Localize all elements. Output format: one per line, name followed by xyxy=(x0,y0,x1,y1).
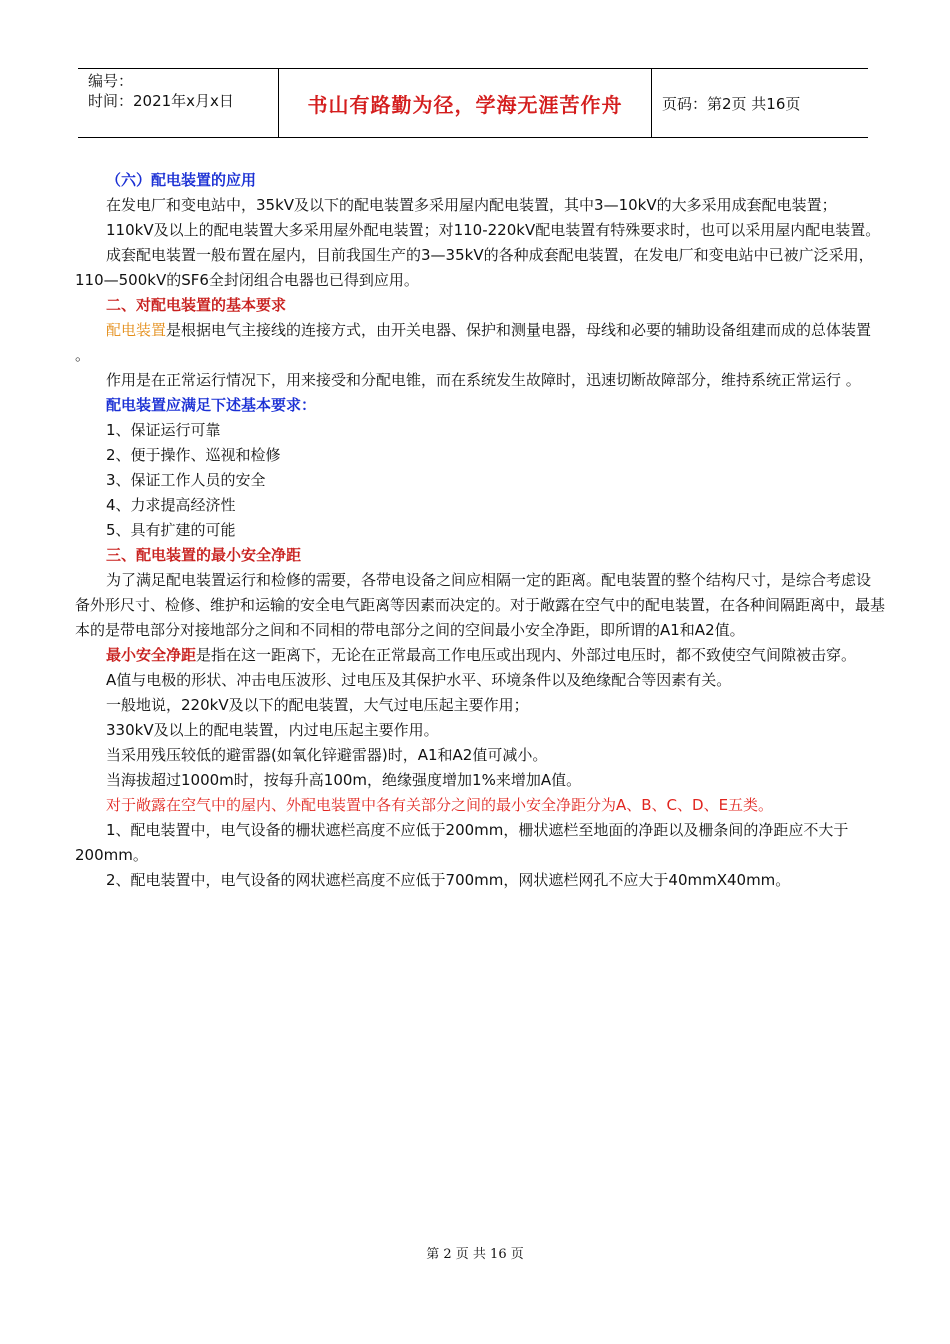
document-time-label: 时间：2021年x月x日 xyxy=(88,92,234,110)
header-meta-cell xyxy=(78,69,279,137)
section-heading-clearance: 三、配电装置的最小安全净距 xyxy=(106,546,302,564)
defined-term: 配电装置 xyxy=(106,321,167,339)
header-page-info: 页码：第2页 共16页 xyxy=(662,95,801,113)
list-item: 1、保证运行可靠 xyxy=(106,421,221,439)
paragraph: A值与电极的形状、冲击电压波形、过电压及其保护水平、环境条件以及绝缘配合等因素有关。 xyxy=(106,671,732,689)
list-item: 2、便于操作、巡视和检修 xyxy=(106,446,281,464)
section-heading-application: （六）配电装置的应用 xyxy=(106,171,257,189)
paragraph: 当采用残压较低的避雷器(如氧化锌避雷器)时，A1和A2值可减小。 xyxy=(106,746,548,764)
defined-term: 最小安全净距 xyxy=(106,646,197,664)
paragraph: 330kV及以上的配电装置，内过电压起主要作用。 xyxy=(106,721,439,739)
document-number-label: 编号： xyxy=(88,72,134,90)
list-item: 5、具有扩建的可能 xyxy=(106,521,236,539)
definition-paragraph xyxy=(75,318,885,368)
header-motto: 书山有路勤为径，学海无涯苦作舟 xyxy=(307,93,623,117)
header-page-cell xyxy=(652,69,868,137)
definition-text: 是指在这一距离下，无论在正常最高工作电压或出现内、外部过电压时，都不致使空气间隙被击穿。 xyxy=(196,646,857,664)
page-header xyxy=(78,68,868,138)
list-item: 3、保证工作人员的安全 xyxy=(106,471,266,489)
paragraph: 成套配电装置一般布置在屋内，目前我国生产的3—35kV的各种成套配电装置，在发电厂和变电站中已被广泛采用，110—500kV的SF6全封闭组合电器也已得到应用。 xyxy=(75,246,874,289)
page-footer: 第 2 页 共 16 页 xyxy=(426,1247,524,1262)
paragraph: 一般地说，220kV及以下的配电装置，大气过电压起主要作用； xyxy=(106,696,529,714)
paragraph: 为了满足配电装置运行和检修的需要，各带电设备之间应相隔一定的距离。配电装置的整个结构尺寸，是综合考虑设备外形尺寸、检修、维护和运输的安全电气距离等因素而决定的。对于敞露在空气中的配电装置，在各种间隔距离中，最基本的是带电部分对接地部分之间和不同相的带电部分之间的空间最小安全净距，即所谓的A1和A2值。 xyxy=(75,571,886,639)
document-body xyxy=(75,168,885,893)
paragraph: 2、配电装置中，电气设备的网状遮栏高度不应低于700mm，网状遮栏网孔不应大于40mmX40mm。 xyxy=(106,871,791,889)
highlighted-paragraph: 对于敞露在空气中的屋内、外配电装置中各有关部分之间的最小安全净距分为A、B、C、D、E五类。 xyxy=(106,796,774,814)
definition-text: 是根据电气主接线的连接方式，由开关电器、保护和测量电器，母线和必要的辅助设备组建而成的总体装置 。 xyxy=(75,321,872,364)
definition-paragraph xyxy=(75,643,885,668)
paragraph: 在发电厂和变电站中，35kV及以下的配电装置多采用屋内配电装置，其中3—10kV的大多采用成套配电装置； xyxy=(106,196,837,214)
paragraph: 1、配电装置中，电气设备的栅状遮栏高度不应低于200mm，栅状遮栏至地面的净距以及栅条间的净距应不大于200mm。 xyxy=(75,821,849,864)
paragraph: 当海拔超过1000m时，按每升高100m，绝缘强度增加1%来增加A值。 xyxy=(106,771,582,789)
paragraph: 110kV及以上的配电装置大多采用屋外配电装置；对110-220kV配电装置有特殊要求时，也可以采用屋内配电装置。 xyxy=(106,221,881,239)
section-heading-requirements: 二、对配电装置的基本要求 xyxy=(106,296,287,314)
list-item: 4、力求提高经济性 xyxy=(106,496,236,514)
header-motto-cell xyxy=(279,69,652,137)
paragraph: 作用是在正常运行情况下，用来接受和分配电锥，而在系统发生故障时，迅速切断故障部分，维持系统正常运行 。 xyxy=(106,371,861,389)
requirements-heading: 配电装置应满足下述基本要求： xyxy=(106,396,317,414)
